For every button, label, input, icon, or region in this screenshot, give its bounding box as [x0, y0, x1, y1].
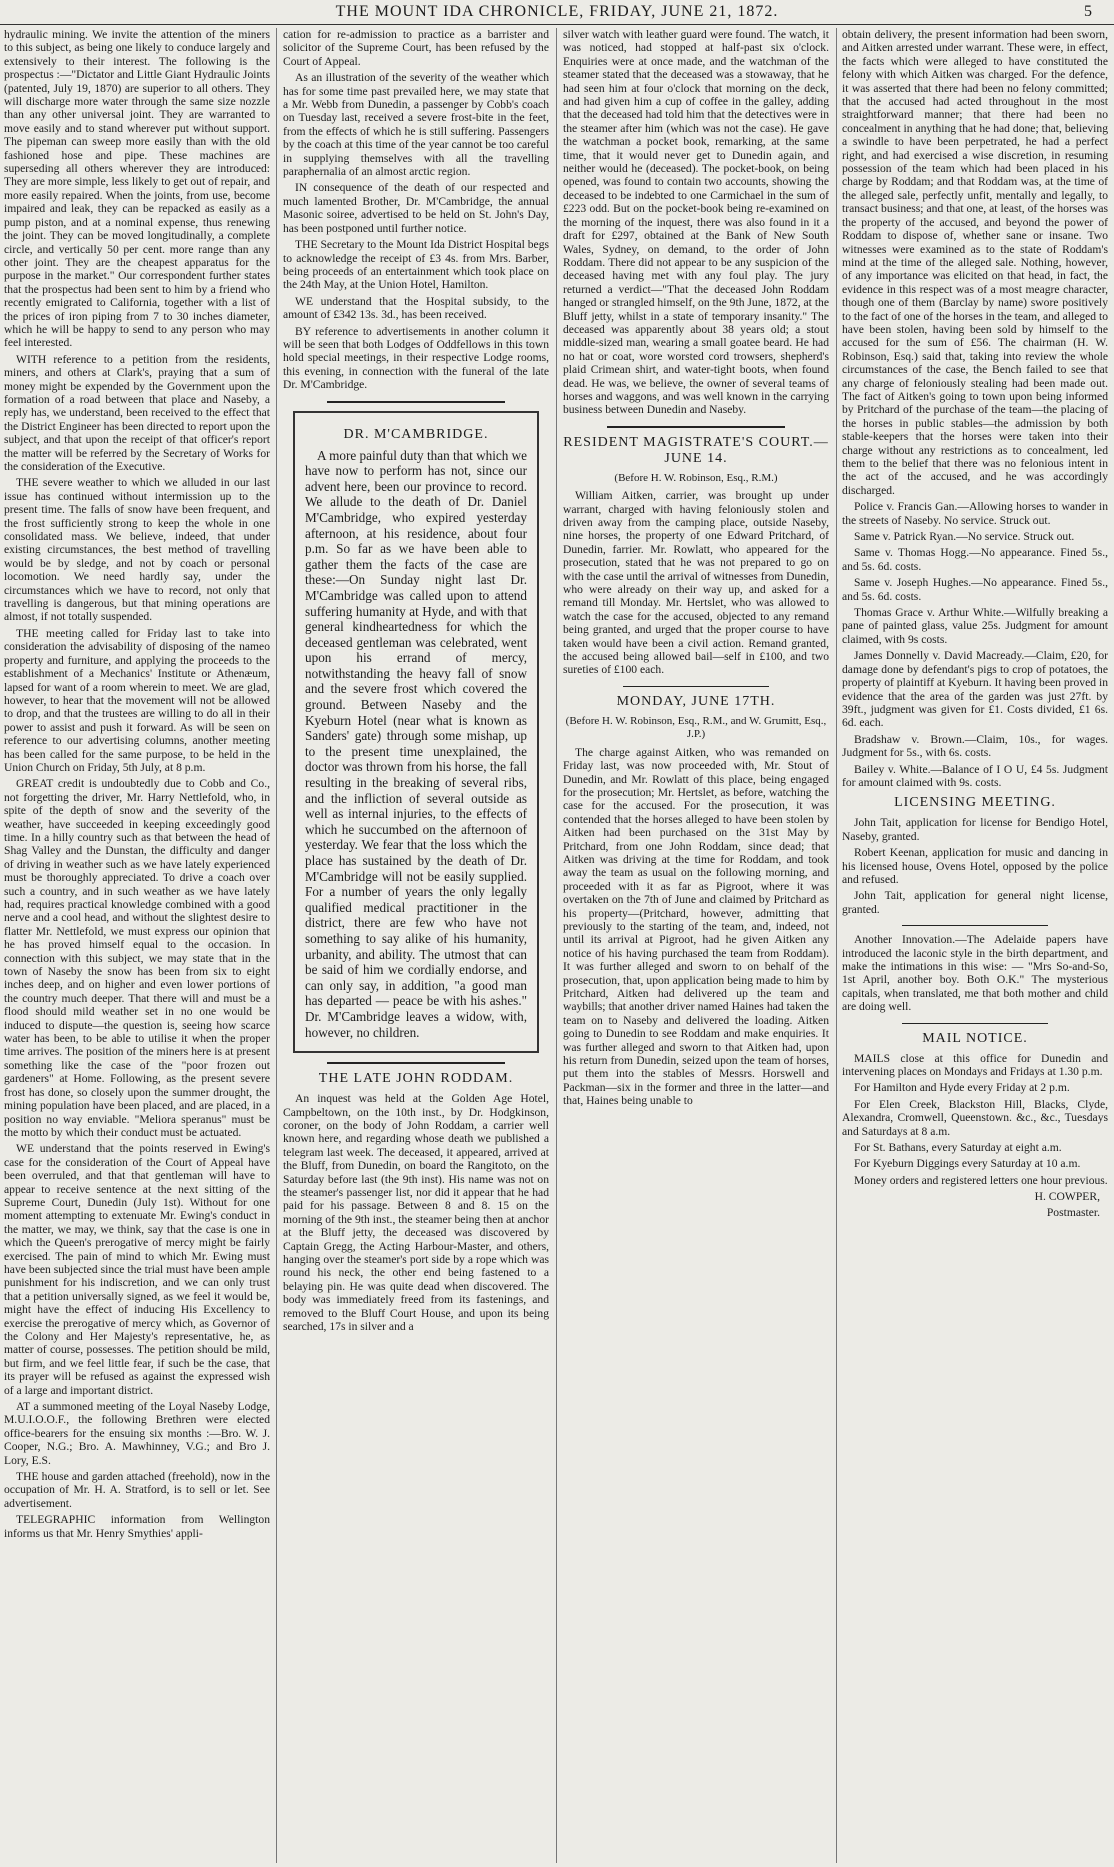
paragraph: WE understand that the Hospital subsidy, to the amount of £342 13s. 3d., has been received. — [283, 294, 549, 322]
paragraph: hydraulic mining. We invite the attention of the miners to this subject, as being one likely to conduce largely and extensively to their interest. The following is the prospectus :—"Dictator and Little Giant Hydraulic Joints (patented, July 19, 1870) are superior to all others. They will discharge more water through the same size nozzle than any other universal joint. They are warranted to move easily and to stand wherever put without support. The pipeman can sweep more easily than with the old fashioned hose and pipe. These machines are superseding all others wherever they are introduced: They are more simple, less likely to get out of repair, and more easily repaired. When the joints, from use, become impaired and leak, they can be repacked as easily as a pump piston, and at a nominal expense, thus renewing the joint. They can be moved longitudinally, a complete circle, and vertically 50 per cent. more range than any other joint. They are the cheapest apparatus for the purpose in the market." Our correspondent further states that the prospectus had been sent to him by a friend who recently emigrated to California, together with a list of the prices of iron piping from 7 to 30 inches diameter, which he will be happy to send to any person who may feel interested. — [4, 28, 270, 350]
mail-item: MAILS close at this office for Dunedin and intervening places on Mondays and Fridays at 1.30 p.m. — [842, 1051, 1108, 1079]
section-rule — [327, 1062, 505, 1064]
paragraph: cation for re-admission to practice as a barrister and solicitor of the Supreme Court, has been refused by the Court of Appeal. — [283, 28, 549, 68]
court-case: Police v. Francis Gan.—Allowing horses to wander in the streets of Naseby. No service. Struck out. — [842, 500, 1108, 527]
paragraph: GREAT credit is undoubtedly due to Cobb and Co., not forgetting the driver, Mr. Harry Nettlefold, who, in spite of the depth of snow and the severity of the weather, have succeeded in keeping exceedingly good time. In a hilly country such as that between the head of Shag Valley and the Dunstan, the difficulty and danger of driving in weather such as we have lately experienced must be thoroughly appreciated. To drive a coach over such a country, and in such weather as we have lately had, requires practical knowledge combined with a good nerve and a cool head, and without the slightest desire to flatter Mr. Nettlefold, we must express our opinion that he has proved himself equal to the occasion. In connection with this subject, we may state that in the town of Naseby the snow has been from six to eight inches deep, and on higher and even lower portions of the country much deeper. That there will and must be a flood should mild weather set in no one would be induced to dispute—the question is, seeing how scarce water has been, to be able to utilise it when the proper time arrives. The position of the miners here is at present something like the case of the "poor frozen out gardeners" at Home. Following, as the present severe frost has done, so closely upon the summer drought, the mining population have been placed, and are placed, in a position no way enviable. "Meliora speranus" must be the motto by which their conduct must be actuated. — [4, 777, 270, 1139]
paragraph: William Aitken, carrier, was brought up under warrant, charged with having feloniously stolen and driven away from the camping place, outside Naseby, nine horses, the property of one Edward Pritchard, of Dunedin, farrier. Mr. Rowlatt, who appeared for the prosecution, stated that he was not prepared to go on with the case until the arrival of witnesses from Dunedin, who were already on their way up, and asked for a remand till Monday. Mr. Hertslet, who was allowed to watch the case for the accused, objected to any remand being granted, and urged that the proper course to have taken would have been a civil action. Remand granted, the accused being allowed bail—self in £100, and two sureties of £100 each. — [563, 489, 829, 677]
paragraph: THE Secretary to the Mount Ida District Hospital begs to acknowledge the receipt of £3 4s. from Mrs. Barber, being proceeds of an entertainment which took place on the 24th May, at the Union Hotel, Hamilton. — [283, 238, 549, 292]
section-rule — [623, 686, 769, 687]
paragraph: silver watch with leather guard were found. The watch, it was noticed, had stopped at half-past six o'clock. Enquiries were at once made, and the watchman of the steamer stated that the deceased was a stowaway, that he had seen him at four o'clock that morning on the deck, and had given him a cup of coffee in the galley, adding that the deceased had told him that the detectives were in the steamer after him (which was not the case). He gave the watchman a pocket book, remarking, at the same time, that it would never get to Dunedin again, and neither would he (deceased). The pocket-book, on being opened, was found to contain two accounts, showing the deceased to be indebted to one Carmichael in the sum of £223 odd. But on the pocket-book being re-examined on the morning of the inquest, there was also found in it a draft for £297, obtained at the Bank of New South Wales, Sydney, on demand, to the order of John Roddam. There did not appear to be any suspicion of the deceased having met with any foul play. The jury returned a verdict—"That the deceased John Roddam hanged or strangled himself, on the 9th June, 1872, at the Bluff jetty, whilst in a state of temporary insanity." The deceased was apparently about 38 years old; a stout middle-sized man, wearing a small goatee beard. He had no hat or coat, wore worsted cord trowsers, shepherd's plaid Crimean shirt, and water-tight boots, when found dead. He was, we believe, the owner of several teams of horses and waggons, and was well known in the carrying business between Dunedin and Naseby. — [563, 28, 829, 417]
signature-name: H. COWPER, — [1034, 1190, 1100, 1204]
paragraph: THE house and garden attached (freehold), now in the occupation of Mr. H. A. Stratford, is to sell or let. See advertisement. — [4, 1470, 270, 1510]
paragraph: WITH reference to a petition from the residents, miners, and others at Clark's, praying that a sum of money might be expended by the Government upon the formation of a road between that place and Naseby, a reply has, we understand, been received to the effect that the District Engineer has been directed to report upon the subject, and that upon the receipt of that officer's report the matter will be referred by the Secretary of Works for the consideration of the Executive. — [4, 352, 270, 473]
paragraph: The charge against Aitken, who was remanded on Friday last, was now proceeded with, Mr. Stout of Dunedin, and Mr. Rowlatt of this place, being engaged for the prosecution; Mr. Hertslet, as before, watching the case for the accused. For the prosecution, it was contended that the horses alleged to have been stolen by Aitken had been purchased on the 31st May by Pritchard, from one John Roddam, since dead; that Aitken was driving at the time for Roddam, and took away the team as usual on the following morning, and proceeded with it as far as Pigroot, where it was overtaken on the 7th of June and claimed by Pritchard as his property—(Pritchard, however, admitting that previously to the starting of the team, and, indeed, not until its arrival at Pigroot, had he given Aitken any notice of his having purchased the team from Roddam). It was further alleged and sworn to on behalf of the prosecution, that, upon application being made to him by Pritchard, Aitken had delivered up the team and waybills; that another driver named Haines had taken the team on to Naseby and delivered the loading. Aitken going to Dunedin to see Roddam and make enquiries. It was further alleged and sworn to that Aitken had, upon his return from Dunedin, seized upon the team of horses, put them into the stables of Messrs. Horswell and Packman—six in the former and three in the latter—and that, Haines being unable to — [563, 745, 829, 1108]
paragraph: As an illustration of the severity of the weather which has for some time past prevailed here, we may state that a Mr. Webb from Dunedin, a passenger by Cobb's coach on Tuesday last, received a severe frost-bite in the feet, from the effects of which he is still suffering. Passengers by the coach at this time of the year cannot be too careful in supplying themselves with all the travelling paraphernalia of an almost arctic region. — [283, 71, 549, 179]
newspaper-title: THE MOUNT IDA CHRONICLE, FRIDAY, JUNE 21, 1872. — [335, 3, 779, 20]
section-heading: RESIDENT MAGISTRATE'S COURT.—JUNE 14. — [563, 434, 829, 466]
license-item: John Tait, application for general night license, granted. — [842, 889, 1108, 916]
column-4 — [842, 28, 1108, 1863]
license-item: Robert Keenan, application for music and dancing in his licensed house, Ovens Hotel, opposed by the police and refused. — [842, 846, 1108, 886]
section-subheading: (Before H. W. Robinson, Esq., R.M.) — [614, 471, 778, 484]
section-rule — [327, 401, 505, 403]
column-divider — [276, 28, 277, 1863]
section-heading: MONDAY, JUNE 17TH. — [616, 693, 776, 709]
section-heading: MAIL NOTICE. — [922, 1030, 1028, 1046]
section-heading: LICENSING MEETING. — [894, 795, 1056, 811]
paragraph: A more painful duty than that which we have now to perform has not, since our advent here, been our province to record. We allude to the death of Dr. Daniel M'Cambridge, who expired yesterday afternoon, at his residence, about four p.m. So far as we have been able to gather them the facts of the case are these:—On Sunday night last Dr. M'Cambridge was called upon to attend suffering humanity at Hyde, and with that general kindheartedness for which the deceased gentleman was celebrated, went upon his errand of mercy, notwithstanding the heavy fall of snow and the severe frost which covered the ground. Between Naseby and the Kyeburn Hotel (near what is known as Sanders' gate) through some mishap, up to the present time unexplained, the doctor was thrown from his horse, the fall resulting in the breaking of several ribs, and the infliction of several outside as well as internal injuries, to the effects of which he succumbed on the afternoon of yesterday. We fear that the loss which the place has sustained by the death of Dr. M'Cambridge will not be easily supplied. For a number of years the only legally qualified medical practitioner in the district, there are few who have not something to say alike of his humanity, urbanity, and ability. The utmost that can be said of him we cordially endorse, and can only say, in addition, "a good man has departed — peace be with his ashes." Dr. M'Cambridge leaves a widow, with, however, no children. — [305, 447, 527, 1040]
page-number: 5 — [1084, 3, 1092, 20]
paragraph: THE severe weather to which we alluded in our last issue has continued without intermission up to the present time. The falls of snow have been frequent, and the frost sufficiently strong to keep the whole in one consolidated mass. We believe, indeed, that under existing circumstances, the best method of travelling would be by sledge, and not by coach or personal locomotion. We need hardly say, under the circumstances which we have to record, not only that travelling is dangerous, but that mining operations are almost, if not totally suspended. — [4, 476, 270, 624]
court-case: Same v. Thomas Hogg.—No appearance. Fined 5s., and 5s. 6d. costs. — [842, 546, 1108, 573]
section-rule — [902, 925, 1048, 926]
column-2 — [283, 28, 549, 1863]
court-case: Thomas Grace v. Arthur White.—Wilfully breaking a pane of painted glass, value 25s. Judgment for amount claimed, with 9s costs. — [842, 606, 1108, 646]
column-3 — [563, 28, 829, 1863]
paragraph: obtain delivery, the present information had been sworn, and Aitken arrested under warrant. These were, in effect, the facts which were alleged to have constituted the felony with which Aitken was charged. For the defence, it was asserted that there had been no felony committed; that the accused had acted throughout in the most straightforward manner; that there had been no concealment in anything that he had done; that, believing a swindle to have been perpetrated, he had a perfect right, and had exercised a wise discretion, in resuming possession of the team which had been placed in his charge by Roddam; and that Roddam was, at the time of the alleged sale, perfectly unfit, mentally and legally, to transact business; and that one, at least, of the horses was the property of the accused, and beyond the power of Roddam to dispose of, whether sane or insane. Two witnesses were examined as to the state of Roddam's mind at the time of the alleged sale. Nothing, however, of any importance was elicited on that head, in fact, the evidence in this respect was of a most meagre character, though one of them (Barclay by name) swore positively to the fact of one of the horses in the team, and alleged to have been stolen, having been sold by himself to the accused for the sum of £56. The chairman (H. W. Robinson, Esq.) said that, taking into review the whole circumstances of the case, the Bench failed to see that any charge of feloniously stealing had been made out. The fact of Aitken's going to town upon being informed by Pritchard of the purchase of the team—the placing of the horses in public stables—the admission by both stable-keepers that the horses were taken into their charge without any restrictions as to concealment, led them to the belief that there was no felonious intent in the act of the accused, and he was accordingly discharged. — [842, 28, 1108, 497]
paragraph: AT a summoned meeting of the Loyal Naseby Lodge, M.U.I.O.O.F., the following Brethren were elected office-bearers for the ensuing six months :—Bro. W. J. Cooper, N.G.; Bro. A. Mawhinney, V.G.; and Bro J. Lory, E.S. — [4, 1400, 270, 1467]
court-case: Bailey v. White.—Balance of I O U, £4 5s. Judgment for amount claimed with 9s. costs. — [842, 762, 1108, 789]
paragraph: WE understand that the points reserved in Ewing's case for the consideration of the Court of Appeal have been overruled, and that that gentleman will have to appear to receive sentence at the next sitting of the Supreme Court, Dunedin (July 1st). Without for one moment attempting to extenuate Mr. Ewing's conduct in the matter, we may, we think, say that the case is one in which the Queen's prerogative of mercy might be fairly exercised. The pain of mind to which Mr. Ewing must have been subjected since the trial must have been ample punishment for his indiscretion, and we can only trust that a petition universally signed, as we feel it would be, might have the effect of inducing His Excellency to exercise the prerogative of mercy which, as Governor of the Colony and Her Majesty's representative, he, as matter of course, possesses. The petition should be mild, but firm, and we feel little fear, if such be the case, that its prayer will be refused as against the expressed wish of a large and important district. — [4, 1142, 270, 1397]
mail-item: For Kyeburn Diggings every Saturday at 10 a.m. — [854, 1157, 1081, 1171]
section-heading: THE LATE JOHN RODDAM. — [318, 1071, 514, 1087]
column-1 — [4, 28, 270, 1863]
mail-item: Money orders and registered letters one hour previous. — [854, 1173, 1108, 1187]
court-case: Same v. Joseph Hughes.—No appearance. Fined 5s., and 5s. 6d. costs. — [842, 576, 1108, 603]
masthead — [0, 0, 1114, 24]
paragraph: THE meeting called for Friday last to take into consideration the advisability of disposing of the nameo property and furniture, and applying the proceeds to the establishment of a Mechanics' Institute or Athenæum, lapsed for want of a room wherein to meet. We are glad, however, to hear that the movement will not be allowed to drop, and that the trustees are willing to do all in their power to assist and push it forward. As will be seen on reference to our advertising columns, another meeting has been called for the same purpose, to be held in the Union Church on Friday, 5th July, at 8 p.m. — [4, 626, 270, 774]
signature-title: Postmaster. — [1046, 1205, 1100, 1219]
paragraph: An inquest was held at the Golden Age Hotel, Campbeltown, on the 10th inst., by Dr. Hodgkinson, coroner, on the body of John Roddam, a carrier well known here, and regarding whose death we published a telegram last week. The deceased, it appeared, arrived at the Bluff, from Dunedin, on board the Rangitoto, on the Saturday before last (the 9th inst). His name was not on the steamer's passenger list, nor did it appear that he had paid for his passage. Between 8 and 8. 15 on the morning of the 9th inst., the steamer being then at anchor at the Bluff jetty, the deceased was discovered by Captain Gregg, the Acting Harbour-Master, and others, hanging over the steamer's port side by a rope which was round his neck, the other end being fastened to a belaying pin. He was quite dead when discovered. The body was immediately freed from its fastenings, and removed to the Bluff Court House, and upon its being searched, 17s in silver and a — [283, 1092, 549, 1334]
license-item: John Tait, application for license for Bendigo Hotel, Naseby, granted. — [842, 816, 1108, 843]
paragraph: TELEGRAPHIC information from Wellington informs us that Mr. Henry Smythies' appli- — [4, 1513, 270, 1540]
section-heading: DR. M'CAMBRIDGE. — [343, 426, 489, 442]
mail-item: For St. Bathans, every Saturday at eight a.m. — [854, 1141, 1062, 1155]
court-case: James Donnelly v. David Macready.—Claim, £20, for damage done by defendant's pigs to crop of potatoes, the property of plaintiff at Kyeburn. It having been proved in evidence that the area of the garden was just 27ft. by 39ft., judgment was given for £1. Costs divided, £1 6s. 6d. each. — [842, 649, 1108, 730]
section-rule — [607, 426, 785, 428]
obituary-box — [293, 411, 539, 1054]
court-case: Same v. Patrick Ryan.—No service. Struck out. — [854, 530, 1075, 544]
paragraph: IN consequence of the death of our respected and much lamented Brother, Dr. M'Cambridge, the annual Masonic soiree, advertised to be held on St. John's Day, has been postponed until further notice. — [283, 181, 549, 235]
masthead-rule — [0, 24, 1114, 25]
section-subheading: (Before H. W. Robinson, Esq., R.M., and W. Grumitt, Esq., J.P.) — [565, 714, 827, 741]
court-case: Bradshaw v. Brown.—Claim, 10s., for wages. Judgment for 5s., with 6s. costs. — [842, 732, 1108, 760]
column-divider — [836, 28, 837, 1863]
column-divider — [556, 28, 557, 1863]
mail-item: For Hamilton and Hyde every Friday at 2 p.m. — [854, 1081, 1070, 1095]
mail-item: For Elen Creek, Blackston Hill, Blacks, Clyde, Alexandra, Cromwell, Queenstown. &c., &c., Tuesdays and Saturdays at 8 a.m. — [842, 1097, 1108, 1138]
section-rule — [902, 1023, 1048, 1024]
paragraph: Another Innovation.—The Adelaide papers have introduced the laconic style in the birth department, and make the intimations in this wise: — "Mrs So-and-So, 1st April, another boy. Both O.K." The mysterious capitals, when translated, me that both mother and child are doing well. — [842, 933, 1108, 1014]
paragraph: BY reference to advertisements in another column it will be seen that both Lodges of Oddfellows in this town hold special meetings, in their respective Lodge rooms, this evening, in connection with the funeral of the late Dr. M'Cambridge. — [283, 324, 549, 392]
